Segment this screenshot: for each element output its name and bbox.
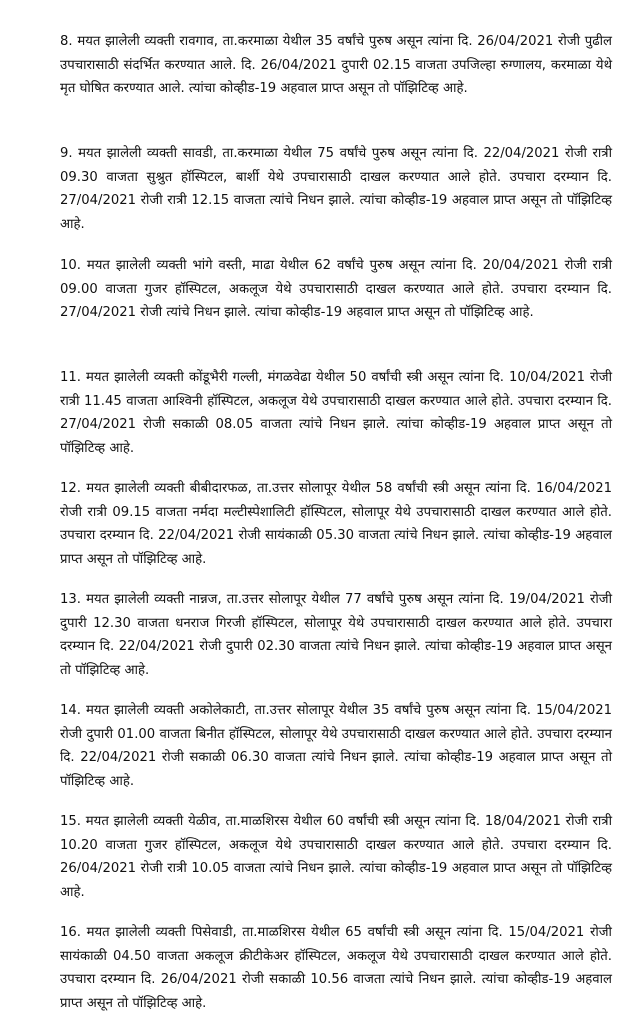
entry-text: मयत झालेली व्यक्ती कोंडूभैरी गल्ली, मंगळवेढा येथील 50 वर्षांची स्त्री असून त्यांना दि. 10/04/2021 रोजी रात्री 11.45 वाजता आश्विनी हॉस्पिटल, अकलूज येथे उपचारासाठी दाखल करण्यात आले होते. उपचारा दरम्यान दि. 27/04/2021 रोजी सकाळी 08.05 वाजता त्यांचे निधन झाले. त्यांचा कोव्हीड-19 अहवाल प्राप्त असून तो पॉझिटिव्ह आहे.	[60, 370, 612, 456]
entry-number: 10.	[60, 258, 81, 273]
entry-text: मयत झालेली व्यक्ती येळीव, ता.माळशिरस येथील 60 वर्षांची स्त्री असून त्यांना दि. 18/04/2021 रोजी रात्री 10.20 वाजता गुजर हॉस्पिटल, अकलूज येथे उपचारासाठी दाखल करण्यात आले होते. उपचारा दरम्यान दि. 26/04/2021 रोजी रात्री 10.05 वाजता त्यांचे निधन झाले. त्यांचा कोव्हीड-19 अहवाल प्राप्त असून तो पॉझिटिव्ह आहे.	[60, 814, 612, 900]
entry-text: मयत झालेली व्यक्ती सावडी, ता.करमाळा येथील 75 वर्षांचे पुरुष असून त्यांना दि. 22/04/2021 रोजी रात्री 09.30 वाजता सुश्रुत हॉस्पिटल, बार्शी येथे उपचारासाठी दाखल करण्यात आले होते. उपचारा दरम्यान दि. 27/04/2021 रोजी रात्री 12.15 वाजता त्यांचे निधन झाले. त्यांचा कोव्हीड-19 अहवाल प्राप्त असून तो पॉझिटिव्ह आहे.	[60, 146, 612, 232]
death-report-entry-10	[60, 254, 612, 325]
entry-text: मयत झालेली व्यक्ती नान्नज, ता.उत्तर सोलापूर येथील 77 वर्षांचे पुरुष असून त्यांना दि. 19/04/2021 रोजी दुपारी 12.30 वाजता धनराज गिरजी हॉस्पिटल, सोलापूर येथे उपचारासाठी दाखल करण्यात आले होते. उपचारा दरम्यान दि. 22/04/2021 रोजी दुपारी 02.30 वाजता त्यांचे निधन झाले. त्यांचा कोव्हीड-19 अहवाल प्राप्त असून तो पॉझिटिव्ह आहे.	[60, 592, 612, 678]
entry-number: 8.	[60, 34, 73, 49]
death-report-entry-13	[60, 588, 612, 682]
death-report-entry-11	[60, 366, 612, 460]
death-report-entry-12	[60, 477, 612, 571]
entry-text: मयत झालेली व्यक्ती पिसेवाडी, ता.माळशिरस येथील 65 वर्षांची स्त्री असून त्यांना दि. 15/04/2021 रोजी सायंकाळी 04.50 वाजता अकलूज क्रीटीकेअर हॉस्पिटल, अकलूज येथे उपचारासाठी दाखल करण्यात आले होते. उपचारा दरम्यान दि. 26/04/2021 रोजी सकाळी 10.56 वाजता त्यांचे निधन झाले. त्यांचा कोव्हीड-19 अहवाल प्राप्त असून तो पॉझिटिव्ह आहे.	[60, 925, 612, 1011]
death-report-entry-16	[60, 921, 612, 1015]
entry-text: मयत झालेली व्यक्ती अकोलेकाटी, ता.उत्तर सोलापूर येथील 35 वर्षांचे पुरुष असून त्यांना दि. 15/04/2021 रोजी दुपारी 01.00 वाजता बिनीत हॉस्पिटल, सोलापूर येथे उपचारासाठी दाखल करण्यात आले होते. उपचारा दरम्यान दि. 22/04/2021 रोजी सकाळी 06.30 वाजता त्यांचे निधन झाले. त्यांचा कोव्हीड-19 अहवाल प्राप्त असून तो पॉझिटिव्ह आहे.	[60, 703, 612, 789]
entry-number: 9.	[60, 146, 73, 161]
death-report-entry-15	[60, 810, 612, 904]
death-report-entry-9	[60, 142, 612, 236]
death-report-entry-8	[60, 30, 612, 101]
entry-number: 14.	[60, 703, 81, 718]
entry-number: 13.	[60, 592, 81, 607]
entry-number: 16.	[60, 925, 81, 940]
entry-number: 11.	[60, 370, 81, 385]
death-report-entry-14	[60, 699, 612, 793]
entry-text: मयत झालेली व्यक्ती रावगाव, ता.करमाळा येथील 35 वर्षांचे पुरुष असून त्यांना दि. 26/04/2021 रोजी पुढील उपचारासाठी संदर्भित करण्यात आले. दि. 26/04/2021 दुपारी 02.15 वाजता उपजिल्हा रुग्णालय, करमाळा येथे मृत घोषित करण्यात आले. त्यांचा कोव्हीड-19 अहवाल प्राप्त असून तो पॉझिटिव्ह आहे.	[60, 34, 612, 96]
entry-number: 12.	[60, 481, 81, 496]
entry-text: मयत झालेली व्यक्ती भांगे वस्ती, माढा येथील 62 वर्षांचे पुरुष असून त्यांना दि. 20/04/2021 रोजी रात्री 09.00 वाजता गुजर हॉस्पिटल, अकलूज येथे उपचारासाठी दाखल करण्यात आले होते. उपचारा दरम्यान दि. 27/04/2021 रोजी त्यांचे निधन झाले. त्यांचा कोव्हीड-19 अहवाल प्राप्त असून तो पॉझिटिव्ह आहे.	[60, 258, 612, 320]
entry-text: मयत झालेली व्यक्ती बीबीदारफळ, ता.उत्तर सोलापूर येथील 58 वर्षांची स्त्री असून त्यांना दि. 16/04/2021 रोजी रात्री 09.15 वाजता नर्मदा मल्टीस्पेशालिटी हॉस्पिटल, सोलापूर येथे उपचारासाठी दाखल करण्यात आले होते. उपचारा दरम्यान दि. 22/04/2021 रोजी सायंकाळी 05.30 वाजता त्यांचे निधन झाले. त्यांचा कोव्हीड-19 अहवाल प्राप्त असून तो पॉझिटिव्ह आहे.	[60, 481, 612, 567]
entry-number: 15.	[60, 814, 81, 829]
